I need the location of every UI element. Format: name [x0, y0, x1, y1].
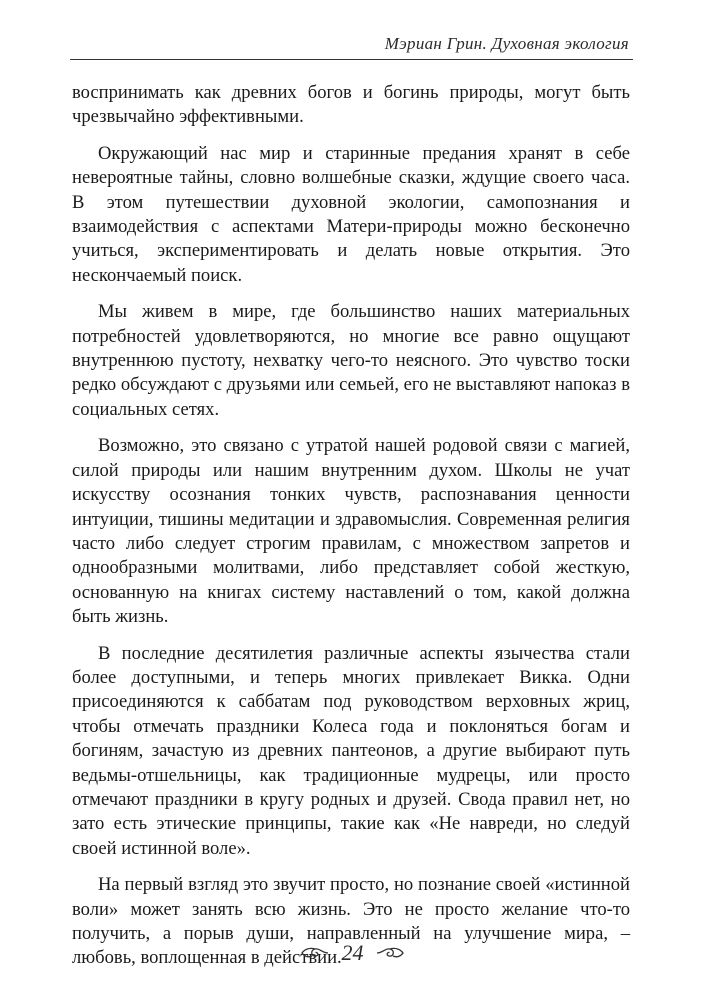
- paragraph-continued: воспринимать как древних богов и богинь природы, могут быть чрезвычайно эффективными.: [72, 82, 630, 128]
- left-ornament-icon: [300, 940, 330, 966]
- running-header-title: Мэриан Грин. Духовная экология: [384, 34, 629, 53]
- page-number: 24: [341, 939, 364, 965]
- paragraph: Возможно, это связано с утратой нашей родовой связи с магией, силой природы или нашим внутренним духом. Школы не учат искусству осознания тонких чувств, распознавания ценности интуиции, тишины медитации и здравомыслия. Современная религия часто либо следует строгим правилам, с множеством запретов и однообразными молитвами, либо представляет собой жесткую, основанную на книгах систему наставлений о том, какой должна быть жизнь.: [72, 435, 630, 628]
- page-footer: [0, 938, 705, 966]
- paragraph: Мы живем в мире, где большинство наших материальных потребностей удовлетворяются, но многие все равно ощущают внутреннюю пустоту, нехватку чего-то неясного. Это чувство тоски редко обсуждают с друзьями или семьей, его не выставляют напоказ в социальных сетях.: [72, 301, 630, 420]
- paragraph: Окружающий нас мир и старинные предания хранят в себе невероятные тайны, словно волшебные сказки, ждущие своего часа. В этом путешествии духовной экологии, самопознания и взаимодействия с аспектами Матери-природы можно бесконечно учиться, экспериментировать и делать новые открытия. Это нескончаемый поиск.: [72, 142, 630, 286]
- header-rule: [70, 59, 633, 60]
- right-ornament-icon: [375, 940, 405, 966]
- body-text: [72, 81, 630, 983]
- running-header: [70, 30, 633, 60]
- paragraph: В последние десятилетия различные аспекты язычества стали более доступными, и теперь многих привлекает Викка. Одни присоединяются к саббатам под руководством верховных жриц, чтобы отмечать праздники Колеса года и поклоняться богам и богиням, зачастую из древних пантеонов, а другие выбирают путь ведьмы-отшельницы, как традиционные мудрецы, или просто отмечают праздники в кругу родных и друзей. Свода правил нет, но зато есть этические принципы, такие как «Не навреди, но следуй своей истинной воле».: [72, 642, 630, 859]
- paragraph: На первый взгляд это звучит просто, но познание своей «истинной воли» может занять всю жизнь. Это не просто желание что-то получить, а порыв души, направленный на улучшение мира, – любовь, воплощенная в действии.: [72, 874, 630, 969]
